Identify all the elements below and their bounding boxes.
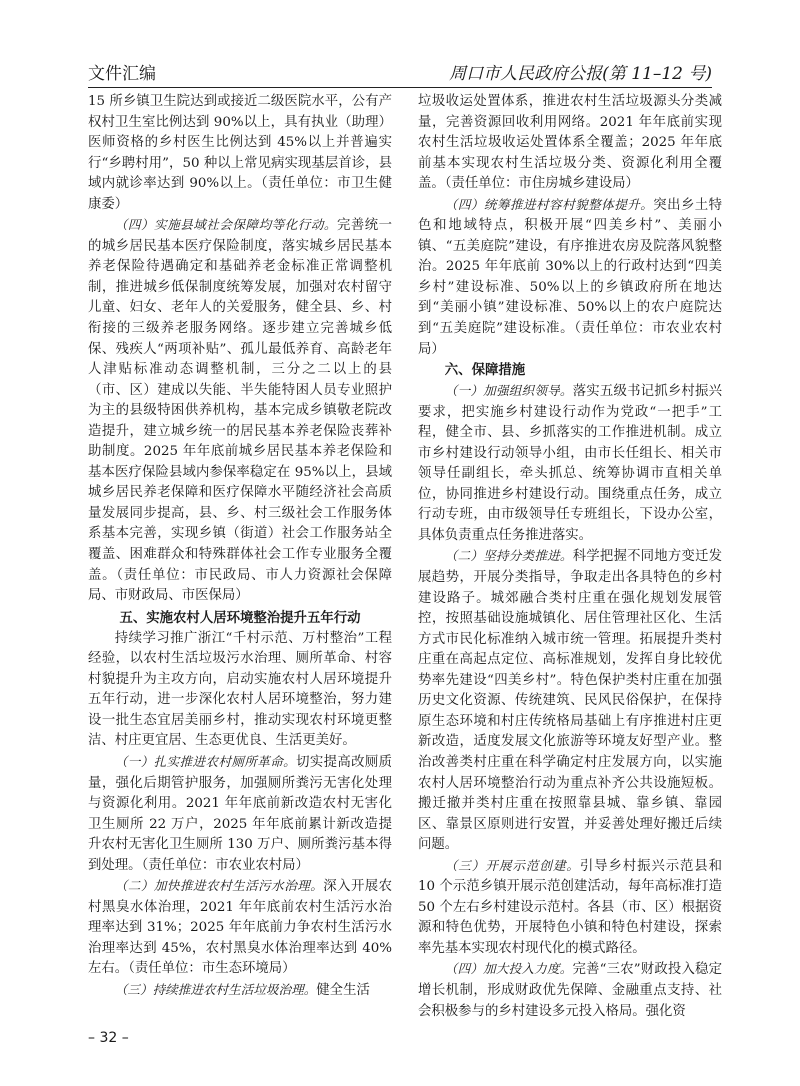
- paragraph-body: 完善统一的城乡居民基本医疗保险制度，落实城乡居民基本养老保险待遇确定和基础养老金标准正常调整机制，推进城乡低保制度统筹发展，加强对农村留守儿童、妇女、老年人的关爱服务，健全县、乡、村衔接的三级养老服务网络。逐步建立完善城乡低保、残疾人“两项补贴”、孤儿最低养育、高龄老年人津贴标准动态调整机制，三分之二以上的县（市、区）建成以失能、半失能特困人员专业照护为主的县级特困供养机构，基本完成乡镇敬老院改造提升，建立城乡统一的居民基本养老保险丧葬补助制度。2025 年年底前城乡居民基本养老保险和基本医疗保险县域内参保率稳定在 95%以上，县域城乡居民养老保障和医疗保障水平随经济社会高质量发展同步提高，县、乡、村三级社会工作服务体系基本完善，实现乡镇（街道）社会工作服务站全覆盖、困难群众和特殊群体社会工作专业服务全覆盖。（责任单位：市民政局、市人力资源社会保障局、市财政局、市医保局）: [88, 218, 393, 604]
- paragraph: [418, 195, 722, 360]
- paragraph-body: 引导乡村振兴示范县和 10 个示范乡镇开展示范创建活动，每年高标准打造 50 个左右乡村建设示范村。各县（市、区）根据资源和特色优势，开展特色小镇和特色村建设，探索率先基本实现农村现代化的模式路径。: [418, 858, 723, 956]
- header-publication-title: 周口市人民政府公报(第 11–12 号): [449, 64, 712, 84]
- paragraph: [88, 752, 392, 876]
- right-column: [418, 92, 722, 1022]
- subsection-title: （四）实施县域社会保障均等化行动。: [114, 217, 338, 233]
- paragraph: 垃圾收运处置体系，推进农村生活垃圾源头分类减量，完善资源回收利用网络。2021 年年底前实现农村生活垃圾收运处置体系全覆盖；2025 年年底前基本实现农村生活垃圾分类、资源化利用全覆盖。（责任单位：市住房城乡建设局）: [418, 94, 722, 192]
- section-heading: 六、保障措施: [444, 362, 526, 379]
- paragraph: [88, 876, 392, 980]
- paragraph-body: 切实提高改厕质量，强化后期管护服务，加强厕所粪污无害化处理与资源化利用。2021 年年底前新改造农村无害化卫生厕所 22 万户，2025 年年底前累计新改造提升农村无害化卫生厕所 130 万户、厕所粪污基本得到处理。（责任单位：市农业农村局）: [88, 754, 393, 873]
- paragraph: [88, 215, 392, 606]
- paragraph-body: 健全生活: [316, 982, 370, 998]
- paragraph-body: 落实五级书记抓乡村振兴要求，把实施乡村建设行动作为党政“一把手”工程，健全市、县、乡抓落实的工作推进机制。成立市乡村建设行动领导小组，由市长任组长、相关市领导任副组长，牵头抓总、统筹协调市直相关单位，协同推进乡村建设行动。围绕重点任务，成立行动专班，由市级领导任专班组长，下设办公室，具体负责重点任务推进落实。: [418, 384, 722, 543]
- section-heading: 五、实施农村人居环境整治提升五年行动: [119, 609, 361, 626]
- paragraph: 持续学习推广浙江“千村示范、万村整治”工程经验，以农村生活垃圾污水治理、厕所革命、村容村貌提升为主攻方向，启动实施农村人居环境提升五年行动，进一步深化农村人居环境整治，努力建设一批生态宜居美丽乡村，推动实现农村环境更整洁、村庄更宜居、生态更优良、生活更美好。: [88, 630, 392, 749]
- paragraph: 15 所乡镇卫生院达到或接近二级医院水平，公有产权村卫生室比例达到 90%以上，具有执业（助理）医师资格的乡村医生比例达到 45%以上并普遍实行“乡聘村用”，50 种以上常见病实现基层首诊，县域内就诊率达到 90%以上。（责任单位：市卫生健康委）: [88, 94, 392, 212]
- subsection-title: （四）统筹推进村容村貌整体提升。: [444, 196, 654, 212]
- paragraph: [88, 980, 392, 1002]
- paragraph: [418, 381, 722, 546]
- page-number: – 32 –: [88, 1030, 129, 1046]
- paragraph-body: 科学把握不同地方变迁发展趋势，开展分类指导，争取走出各具特色的乡村建设路子。城郊融合类村庄重在强化规划发展管控，按照基础设施城镇化、居住管理社区化、生活方式市民化标准纳入城市统一管理。拓展提升类村庄重在高起点定位、高标准规划，发挥自身比较优势率先建设“四美乡村”。特色保护类村庄重在加强历史文化资源、传统建筑、民风民俗保护，在保持原生态环境和村庄传统格局基础上有序推进村庄更新改造，适度发展文化旅游等环境友好型产业。整治改善类村庄重在科学确定村庄发展方向，以实施农村人居环境整治行动为重点补齐公共设施短板。搬迁撤并类村庄重在按照靠县城、靠乡镇、靠园区、靠景区原则进行安置，并妥善处理好搬迁后续问题。: [418, 549, 722, 853]
- paragraph: [418, 959, 722, 1022]
- subsection-title: （三）持续推进农村生活垃圾治理。: [114, 981, 317, 997]
- left-column: [88, 92, 392, 1002]
- paragraph-body: 完善“三农”财政投入稳定增长机制，形成财政优先保障、金融重点支持、社会积极参与的乡村建设多元投入格局。强化资: [418, 962, 722, 1019]
- subsection-title: （二）加快推进农村生活污水治理。: [114, 878, 324, 894]
- subsection-title: （二）坚持分类推进。: [444, 548, 573, 564]
- subsection-title: （一）扎实推进农村厕所革命。: [114, 753, 297, 769]
- subsection-title: （四）加大投入力度。: [444, 961, 573, 977]
- subsection-title: （三）开展示范创建。: [444, 857, 580, 873]
- subsection-title: （一）加强组织领导。: [444, 383, 573, 399]
- header-section-title: 文件汇编: [88, 64, 156, 84]
- paragraph: [418, 546, 722, 855]
- paragraph-body: 深入开展农村黑臭水体治理，2021 年年底前农村生活污水治理率达到 31%；2025 年年底前力争农村生活污水治理率达到 45%，农村黑臭水体治理率达到 40%左右。（责任单位：市生态环境局）: [88, 879, 392, 977]
- paragraph: [418, 856, 722, 960]
- page-header: [88, 58, 712, 88]
- paragraph-body: 突出乡土特色和地域特点，积极开展“四美乡村”、美丽小镇、“五美庭院”建设，有序推进农房及院落风貌整治。2025 年年底前 30%以上的行政村达到“四美乡村”建设标准、50%以上的乡镇政府所在地达到“美丽小镇”建设标准、50%以上的农户庭院达到“五美庭院”建设标准。（责任单位：市农业农村局）: [418, 197, 722, 357]
